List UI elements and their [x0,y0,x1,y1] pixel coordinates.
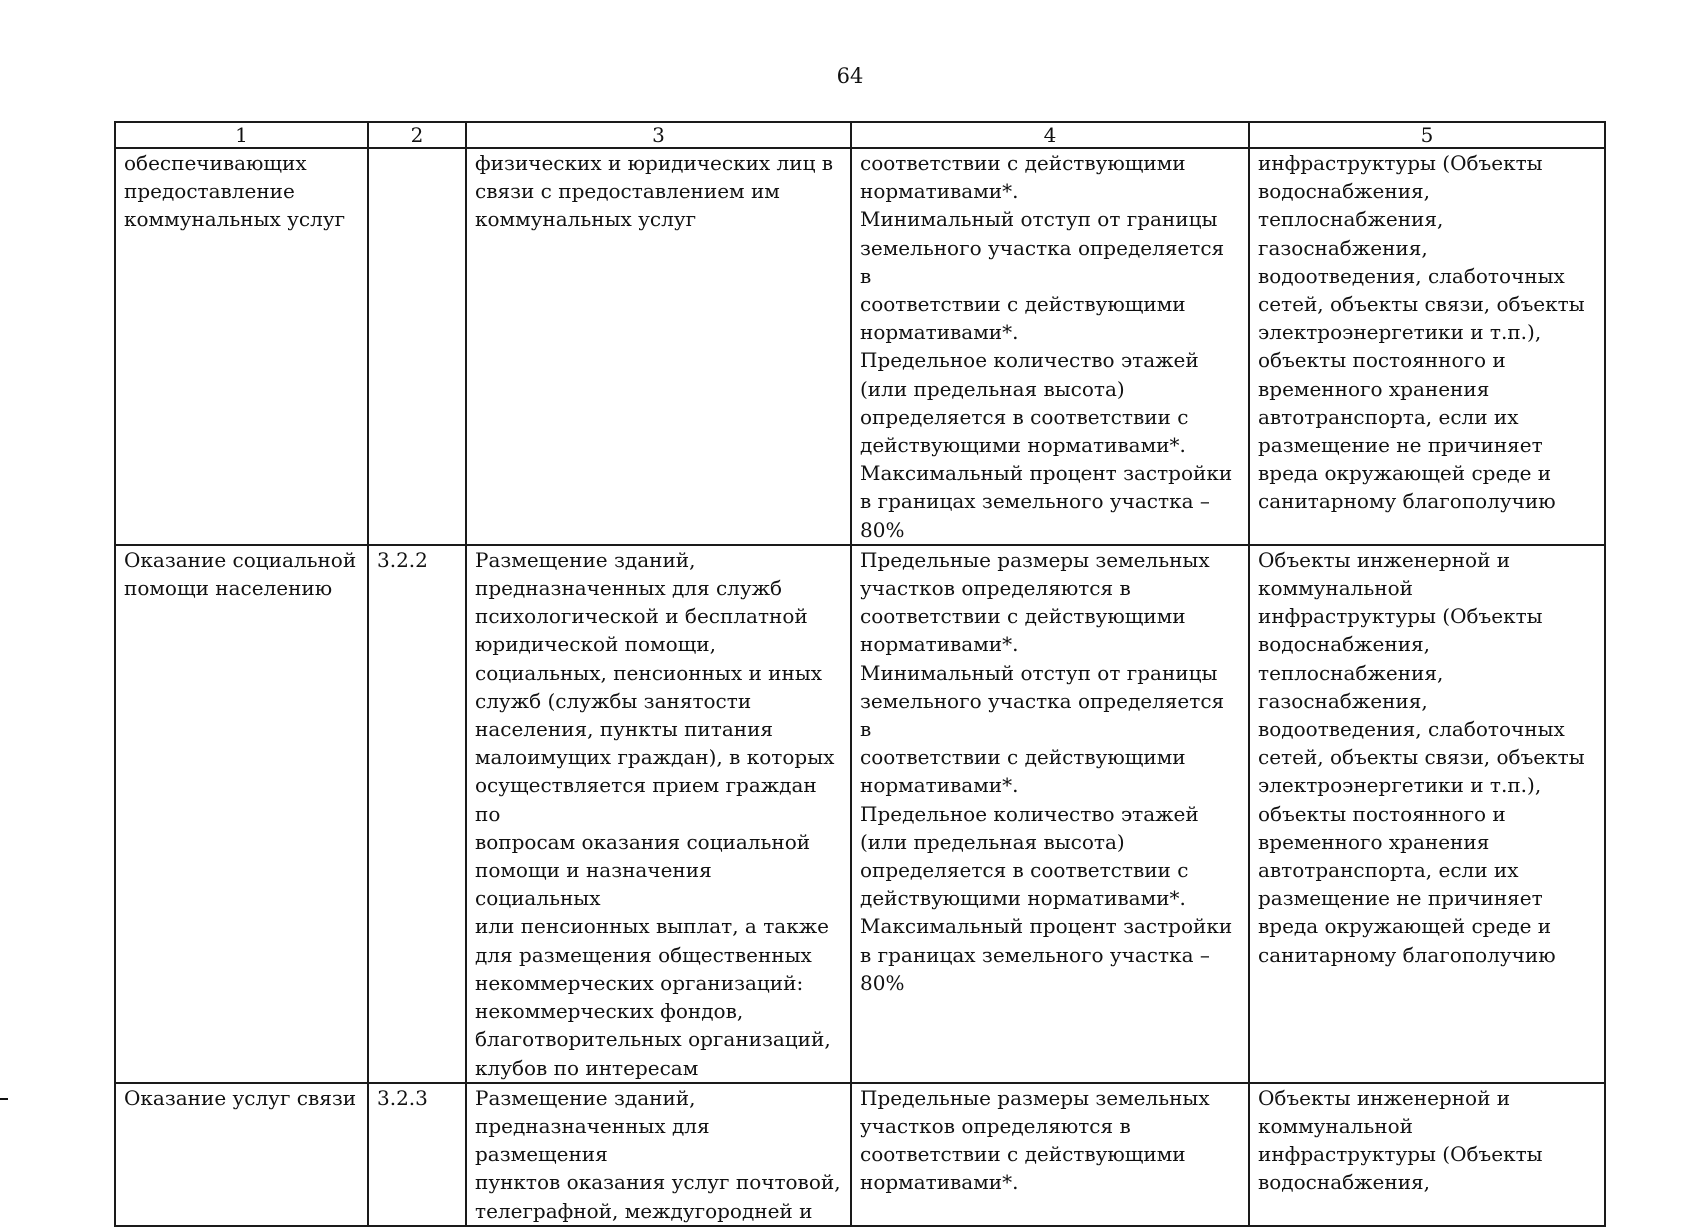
column-header-5: 5 [1249,122,1605,148]
auxiliary-uses-cell [1249,1083,1605,1226]
use-name-text: Оказание социальной помощи населению [124,547,357,601]
use-description-cell [466,545,851,1083]
page-number: 64 [836,64,864,88]
parameters-cell [851,1083,1249,1226]
use-description-text: физических и юридических лиц в связи с предоставлением им коммунальных услуг [475,151,834,232]
use-code-cell [368,1083,466,1226]
auxiliary-uses-text: инфраструктуры (Объекты водоснабжения, теплоснабжения, газоснабжения, водоотведения, слаботочных сетей, объекты связи, объекты электроэнергетики и т.п.), объекты постоянного и временного хранения автотранспорта, если их размещение не причиняет вреда окружающей среде и санитарному благополучию [1258,151,1585,514]
table-row [115,1083,1605,1226]
use-name-text: обеспечивающих предоставление коммунальных услуг [124,151,346,232]
use-code-cell [368,545,466,1083]
use-name-cell [115,148,368,545]
parameters-cell [851,545,1249,1083]
use-description-text: Размещение зданий, предназначенных для размещения пунктов оказания услуг почтовой, телеграфной, междугородней и [475,1085,841,1223]
margin-mark [0,1098,8,1100]
use-name-cell [115,1083,368,1226]
use-name-cell [115,545,368,1083]
column-header-1: 1 [115,122,368,148]
parameters-text: Предельные размеры земельных участков определяются в соответствии с действующими нормативами*. Минимальный отступ от границы земельного участка определяется в соответствии с действующими нормативами*. Предельное количество этажей (или предельная высота) определяется в соответствии с действующими нормативами*. Максимальный процент застройки в границах земельного участка – 80% [860,547,1233,995]
use-name-text: Оказание услуг связи [124,1085,357,1110]
use-description-cell [466,148,851,545]
column-header-3: 3 [466,122,851,148]
use-code-cell [368,148,466,545]
land-use-table [114,121,1606,1227]
parameters-text: Предельные размеры земельных участков определяются в соответствии с действующими нормативами*. [860,1085,1210,1195]
use-code-text: 3.2.3 [377,1085,428,1110]
column-header-4: 4 [851,122,1249,148]
parameters-cell [851,148,1249,545]
parameters-text: соответствии с действующими нормативами*. Минимальный отступ от границы земельного участка определяется в соответствии с действующими нормативами*. Предельное количество этажей (или предельная высота) определяется в соответствии с действующими нормативами*. Максимальный процент застройки в границах земельного участка – 80% [860,151,1233,542]
use-description-text: Размещение зданий, предназначенных для служб психологической и бесплатной юридической помощи, социальных, пенсионных и иных служб (службы занятости населения, пункты питания малоимущих граждан), в которых осуществляется прием граждан по вопросам оказания социальной помощи и назначения социальных или пенсионных выплат, а также для размещения общественных некоммерческих организаций: некоммерческих фондов, благотворительных организаций, клубов по интересам [475,547,835,1080]
use-description-cell [466,1083,851,1226]
auxiliary-uses-text: Объекты инженерной и коммунальной инфраструктуры (Объекты водоснабжения, [1258,1085,1543,1195]
auxiliary-uses-cell [1249,545,1605,1083]
column-header-2: 2 [368,122,466,148]
use-code-text: 3.2.2 [377,547,428,572]
header-row [115,122,1605,148]
table-row [115,545,1605,1083]
auxiliary-uses-cell [1249,148,1605,545]
table-row [115,148,1605,545]
auxiliary-uses-text: Объекты инженерной и коммунальной инфраструктуры (Объекты водоснабжения, теплоснабжения, газоснабжения, водоотведения, слаботочных сетей, объекты связи, объекты электроэнергетики и т.п.), объекты постоянного и временного хранения автотранспорта, если их размещение не причиняет вреда окружающей среде и санитарному благополучию [1258,547,1585,967]
